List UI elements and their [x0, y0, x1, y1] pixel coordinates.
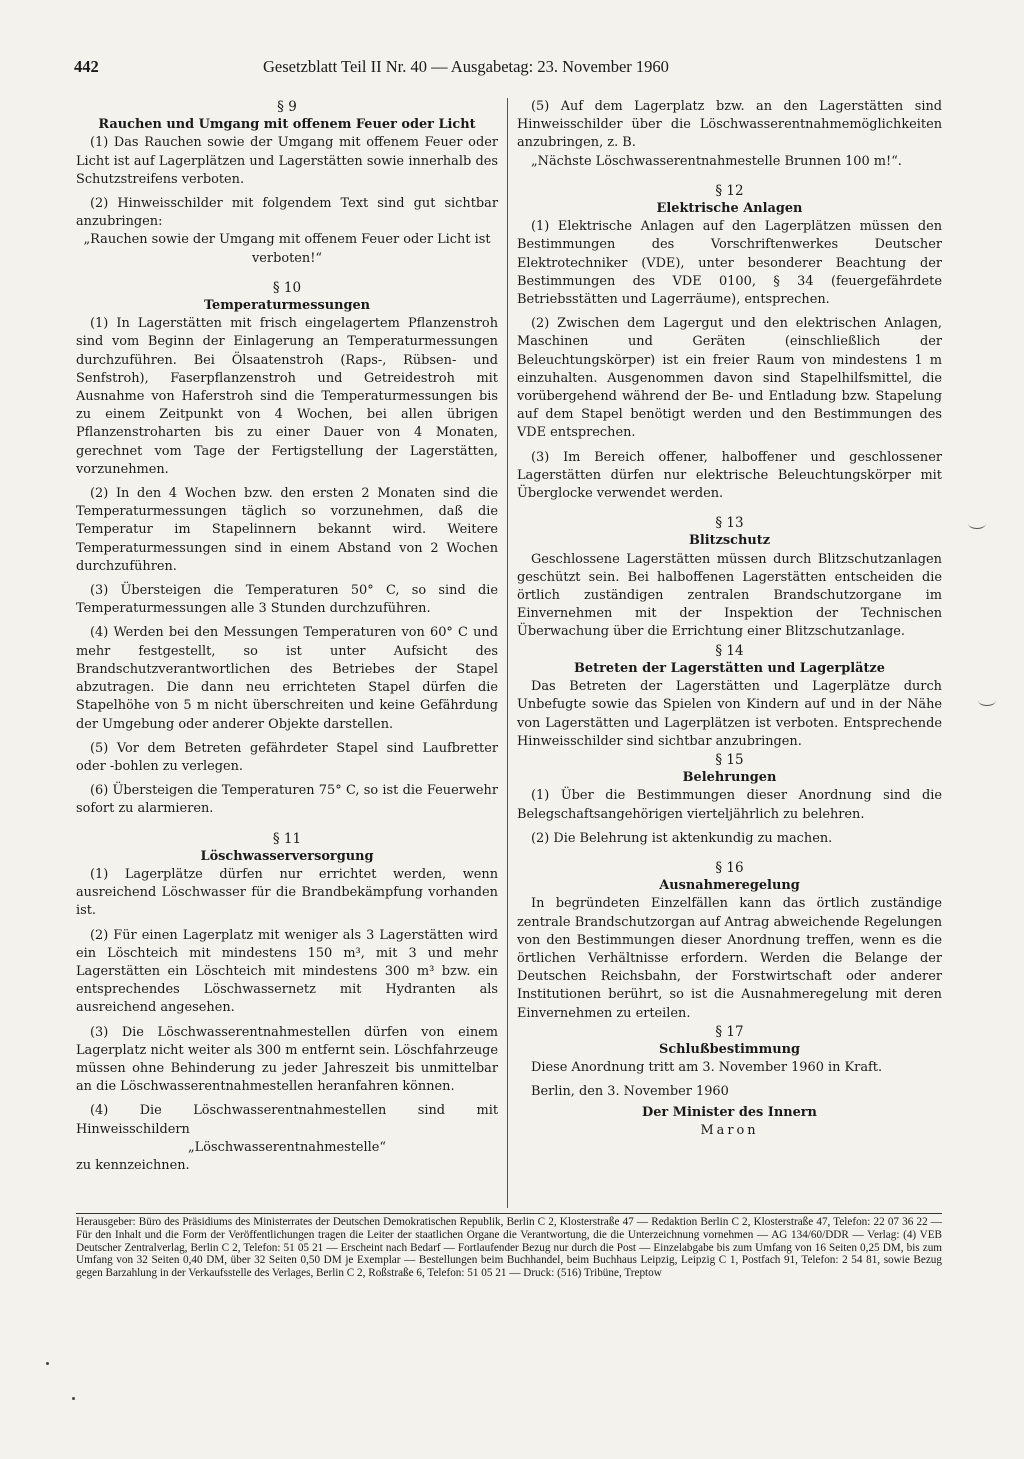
section-14 — [517, 642, 942, 751]
section-title: Rauchen und Umgang mit offenem Feuer oder Licht — [98, 117, 476, 133]
paragraph: (5) Auf dem Lagerplatz bzw. an den Lagerstätten sind Hinweisschilder über die Löschwasserentnahmemöglichkeiten anzubringen, z. B. — [517, 99, 942, 151]
section-title: Temperaturmessungen — [203, 298, 371, 314]
paragraph: (1) Über die Bestimmungen dieser Anordnung sind die Belegschaftsangehörigen vierteljährlich zu belehren. — [517, 788, 942, 822]
section-title: Blitzschutz — [688, 533, 771, 549]
paragraph: (2) Die Belehrung ist aktenkundig zu machen. — [531, 830, 833, 846]
section-13 — [517, 514, 942, 641]
section-title: Elektrische Anlagen — [656, 201, 803, 217]
paragraph: Das Betreten der Lagerstätten und Lagerplätze durch Unbefugte sowie das Spielen von Kindern auf und in der Nähe von Lagerstätten und Lagerplätzen ist verboten. Entsprechende Hinweisschilder sind sichtbar anzubringen. — [517, 679, 942, 749]
section-10 — [76, 279, 498, 819]
section-title: Ausnahmeregelung — [659, 878, 800, 894]
column-divider — [507, 98, 508, 1208]
signature-block — [517, 1083, 942, 1140]
paragraph: (3) Im Bereich offener, halboffener und geschlossener Lagerstätten dürfen nur elektrische Beleuchtungskörper mit Überglocke verwendet werden. — [517, 449, 942, 502]
paragraph: (1) Elektrische Anlagen auf den Lagerplätzen müssen den Bestimmungen des Vorschriftenwerkes Deutscher Elektrotechniker (VDE), unter besonderer Beachtung der Bestimmungen des VDE 0100, § 34 (feuergefährdete Betriebsstätten und Lagerräume), entsprechen. — [517, 219, 942, 308]
paragraph: Diese Anordnung tritt am 3. November 1960 in Kraft. — [531, 1060, 883, 1076]
paragraph: (3) Die Löschwasserentnahmestellen dürfen von einem Lagerplatz nicht weiter als 300 m entfernt sein. Löschfahrzeuge müssen ohne Behinderung zu jeder Jahreszeit bis unmittelbar an die Löschwasserentnahmestellen heranfahren können. — [76, 1024, 498, 1095]
scan-mark — [968, 518, 986, 529]
right-column — [517, 98, 942, 1208]
quoted-sign-text: „Nächste Löschwasserentnahmestelle Brunnen 100 m!“. — [531, 153, 902, 169]
section-9 — [76, 98, 498, 268]
section-symbol: § 15 — [715, 751, 744, 768]
section-17 — [517, 1023, 942, 1078]
running-title: Gesetzblatt Teil II Nr. 40 — Ausgabetag: 23. November 1960 — [263, 57, 669, 76]
section-symbol: § 17 — [715, 1023, 744, 1040]
paragraph-end: zu kennzeichnen. — [76, 1157, 190, 1173]
paragraph: In begründeten Einzelfällen kann das örtlich zuständige zentrale Brandschutzorgan auf Antrag abweichende Regelungen von den Bestimmungen dieser Anordnung treffen, wenn es die örtlichen Verhältnisse erfordern. Werden die Belange der Deutschen Reichsbahn, der Forstwirtschaft oder anderer Institutionen berührt, so ist die Ausnahmeregelung mit deren Einvernehmen zu erteilen. — [517, 896, 942, 1021]
paragraph: (4) Werden bei den Messungen Temperaturen von 60° C und mehr festgestellt, so ist unter Aufsicht des Brandschutzverantwortlichen des Betriebes der Stapel abzutragen. Die dann neu errichteten Stapel dürfen die Stapelhöhe von 5 m nicht überschreiten und keine Gefährdung der Umgebung oder anderer Objekte darstellen. — [76, 625, 498, 732]
section-12 — [517, 182, 942, 503]
section-15 — [517, 751, 942, 848]
signature-date: Berlin, den 3. November 1960 — [531, 1084, 729, 1100]
signatory-office: Der Minister des Innern — [642, 1104, 817, 1120]
paragraph: (2) Für einen Lagerplatz mit weniger als 3 Lagerstätten wird ein Löschteich mit mindestens 150 m³, mit 3 und mehr Lagerstätten ein Löschteich mit mindestens 300 m³ bzw. ein entsprechendes Löschwassernetz mit Hydranten als ausreichend angesehen. — [76, 927, 498, 1016]
section-symbol: § 13 — [715, 515, 744, 532]
section-symbol: § 14 — [715, 642, 744, 659]
paragraph: (4) Die Löschwasserentnahmestellen sind mit Hinweisschildern — [76, 1103, 498, 1137]
signatory-name: Maron — [700, 1122, 759, 1138]
section-title: Löschwasserversorgung — [200, 848, 374, 864]
quoted-sign-text: „Rauchen sowie der Umgang mit offenem Feuer oder Licht ist verboten!“ — [83, 232, 491, 266]
section-title: Belehrungen — [682, 770, 777, 786]
paragraph: (2) Hinweisschilder mit folgendem Text sind gut sichtbar anzubringen: — [76, 196, 498, 230]
section-16 — [517, 859, 942, 1023]
paragraph: (2) Zwischen dem Lagergut und den elektrischen Anlagen, Maschinen und Geräten (einschließlich der Beleuchtungskörper) ist ein freier Raum von mindestens 1 m einzuhalten. Ausgenommen davon sind Stapelhilfsmittel, die vorübergehend während der Be- und Entladung bzw. Stapelung auf dem Stapel benötigt werden und den Bestimmungen des VDE entsprechen. — [517, 316, 942, 441]
section-11 — [76, 830, 498, 1176]
page-number: 442 — [74, 57, 99, 76]
paragraph: (6) Übersteigen die Temperaturen 75° C, so ist die Feuerwehr sofort zu alarmieren. — [76, 783, 498, 817]
footer-divider — [76, 1213, 942, 1214]
page-header — [74, 56, 770, 78]
paragraph: Geschlossene Lagerstätten müssen durch Blitzschutzanlagen geschützt sein. Bei halboffenen Lagerstätten entscheiden die örtlich zuständigen zentralen Brandschutzorgane im Einvernehmen mit der Inspektion der Technischen Überwachung über die Errichtung einer Blitzschutzanlage. — [517, 551, 942, 640]
paragraph: (1) Lagerplätze dürfen nur errichtet werden, wenn ausreichend Löschwasser für die Brandbekämpfung vorhanden ist. — [76, 866, 498, 919]
section-symbol: § 10 — [272, 279, 302, 296]
paragraph: (1) In Lagerstätten mit frisch eingelagertem Pflanzenstroh sind vom Beginn der Einlagerung an Temperaturmessungen durchzuführen. Bei Ölsaatenstroh (Raps-, Rübsen- und Senfstroh), Faserpflanzenstroh und Getreidestroh mit Ausnahme von Haferstroh sind die Temperaturmessungen bis zu einem Zeitpunkt von 4 Wochen, bei allen übrigen Pflanzenstroharten bis zu einer Dauer von 4 Monaten, gerechnet vom Tage der Fertigstellung der Lagerstätten, vorzunehmen. — [76, 316, 498, 477]
paragraph: (1) Das Rauchen sowie der Umgang mit offenem Feuer oder Licht ist auf Lagerplätzen und Lagerstätten sowie innerhalb des Schutzstreifens verboten. — [76, 135, 498, 187]
scan-speck — [46, 1362, 49, 1365]
paragraph: (5) Vor dem Betreten gefährdeter Stapel sind Laufbretter oder -bohlen zu verlegen. — [76, 740, 498, 774]
section-symbol: § 9 — [277, 99, 297, 115]
left-column — [76, 98, 498, 1208]
scan-speck — [72, 1397, 75, 1400]
section-symbol: § 11 — [272, 830, 302, 847]
paragraph: (2) In den 4 Wochen bzw. den ersten 2 Monaten sind die Temperaturmessungen täglich so vorzunehmen, daß die Temperatur im Stapelinnern bekannt wird. Weitere Temperaturmessungen sind in einem Abstand von 2 Wochen durchzuführen. — [76, 486, 498, 574]
quoted-sign-text: „Löschwasserentnahmestelle“ — [187, 1139, 387, 1155]
scan-mark — [978, 695, 996, 706]
section-symbol: § 12 — [715, 182, 744, 199]
section-title: Schlußbestimmung — [659, 1041, 800, 1057]
section-title: Betreten der Lagerstätten und Lagerplätze — [574, 660, 885, 676]
publisher-imprint: Herausgeber: Büro des Präsidiums des Ministerrates der Deutschen Demokratischen Republik, Berlin C 2, Klosterstraße 47 — Redaktion Berlin C 2, Klosterstraße 47, Telefon: 22 07 36 22 — Für den Inhalt und die Form der Veröffentlichungen tragen die Leiter der staatlichen Organe die Verantwortung, die die Unterzeichnung vornehmen — AG 134/60/DDR — Verlag: (4) VEB Deutscher Zentralverlag, Berlin C 2, Telefon: 51 05 21 — Erscheint nach Bedarf — Fortlaufender Bezug nur durch die Post — Einzelabgabe bis zum Umfang von 16 Seiten 0,25 DM, bis zum Umfang von 32 Seiten 0,40 DM, über 32 Seiten 0,50 DM je Exemplar — Bestellungen beim Buchhandel, beim Buchhaus Leipzig, Leipzig C 1, Postfach 91, Telefon: 2 54 81, sowie Bezug gegen Barzahlung in der Verkaufsstelle des Verlages, Berlin C 2, Roßstraße 6, Telefon: 51 05 21 — Druck: (516) Tribüne, Treptow — [76, 1216, 942, 1280]
section-11-continued — [517, 98, 942, 171]
paragraph: (3) Übersteigen die Temperaturen 50° C, so sind die Temperaturmessungen alle 3 Stunden durchzuführen. — [76, 583, 498, 617]
section-symbol: § 16 — [715, 859, 744, 876]
